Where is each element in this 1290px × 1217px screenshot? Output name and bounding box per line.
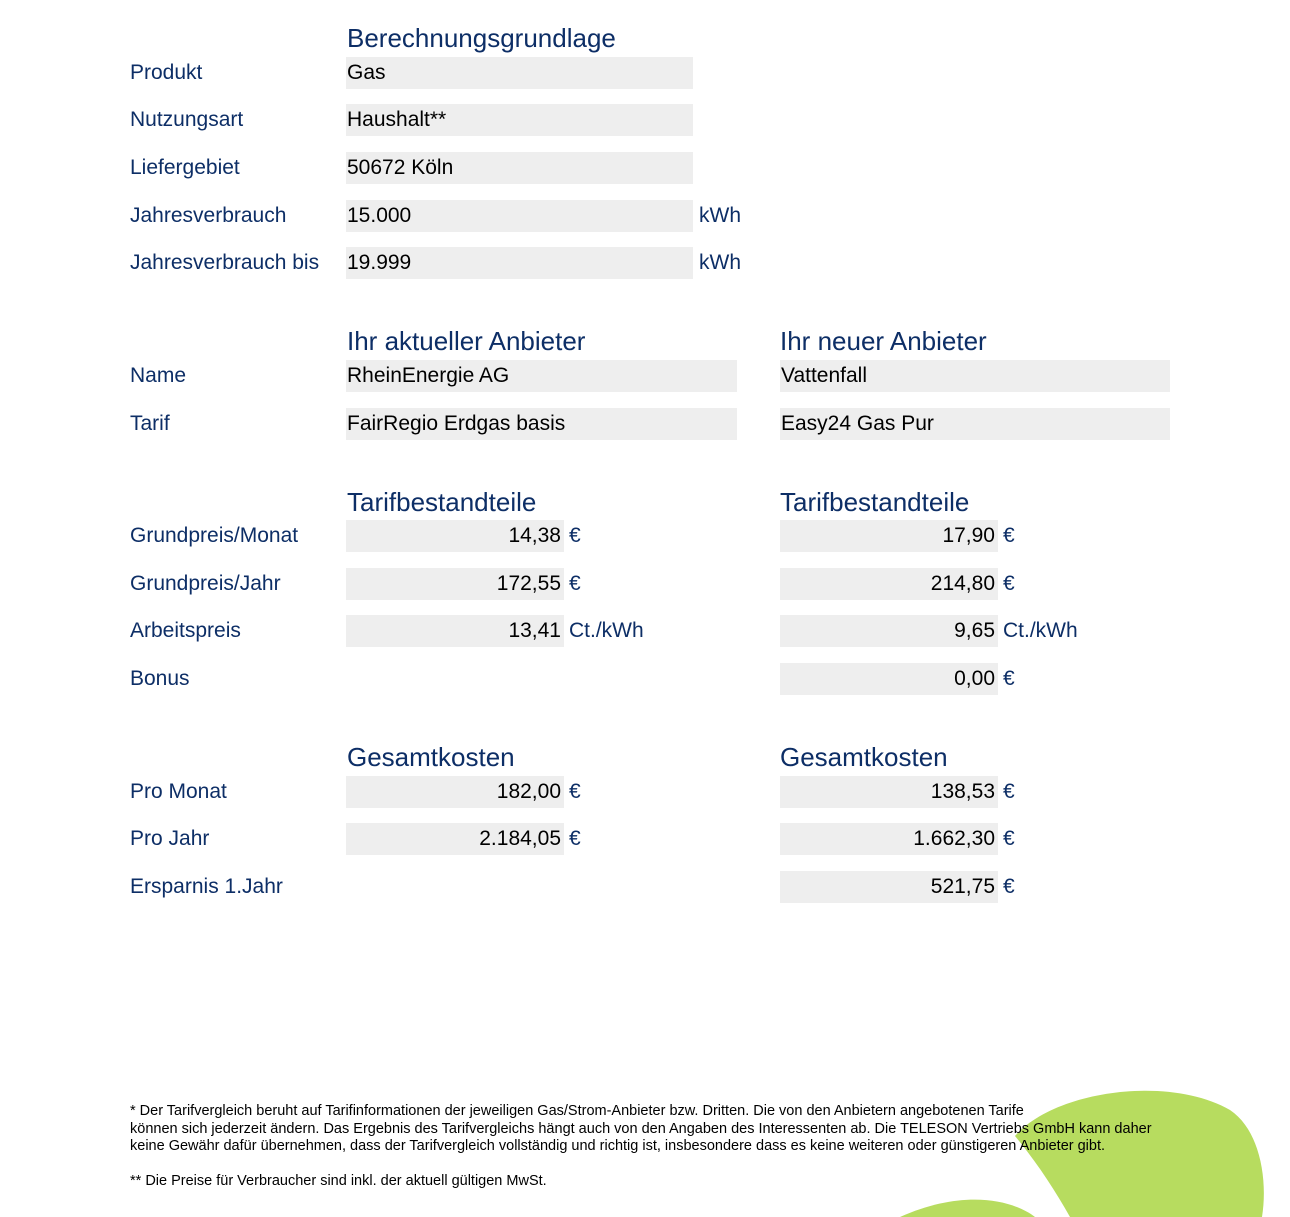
per-month-label: Pro Monat [130,780,227,803]
new-base-price-year: 214,80 [780,568,998,600]
product-label: Produkt [130,61,203,84]
annual-consumption-field: 15.000 [346,200,693,232]
current-per-month-unit: € [569,780,581,803]
basis-heading: Berechnungsgrundlage [347,23,616,53]
current-per-month: 182,00 [346,776,564,808]
new-unit-price-unit: Ct./kWh [1003,619,1078,642]
annual-consumption-unit: kWh [699,204,741,227]
footnote-disclaimer-line-3: keine Gewähr dafür übernehmen, dass der Tarifvergleich vollständig und richtig ist, insbesondere dass es keine weiteren oder günstigeren Anbieter gibt. [130,1138,1106,1154]
usage-type-field: Haushalt** [346,104,693,136]
delivery-area-field: 50672 Köln [346,152,693,184]
current-per-year: 2.184,05 [346,823,564,855]
new-bonus: 0,00 [780,663,998,695]
new-savings-first-year: 521,75 [780,871,998,903]
current-base-price-month-unit: € [569,524,581,547]
new-base-price-month-unit: € [1003,524,1015,547]
new-provider-heading: Ihr neuer Anbieter [780,326,987,356]
delivery-area-label: Liefergebiet [130,156,240,179]
annual-consumption-label: Jahresverbrauch [130,204,287,227]
new-per-year: 1.662,30 [780,823,998,855]
new-total-heading: Gesamtkosten [780,742,948,772]
per-year-label: Pro Jahr [130,827,210,850]
usage-type-label: Nutzungsart [130,108,244,131]
new-savings-first-year-unit: € [1003,875,1015,898]
bonus-label: Bonus [130,667,190,690]
current-components-heading: Tarifbestandteile [347,487,537,517]
new-provider-name-field: Vattenfall [780,360,1170,392]
annual-consumption-to-unit: kWh [699,251,741,274]
provider-name-label: Name [130,364,187,387]
new-components-heading: Tarifbestandteile [780,487,970,517]
current-per-year-unit: € [569,827,581,850]
current-base-price-year: 172,55 [346,568,564,600]
footnote-disclaimer [130,1103,1220,1156]
current-unit-price: 13,41 [346,615,564,647]
new-per-year-unit: € [1003,827,1015,850]
base-price-month-label: Grundpreis/Monat [130,524,299,547]
new-base-price-month: 17,90 [780,520,998,552]
footnote-vat: ** Die Preise für Verbraucher sind inkl. der aktuell gültigen MwSt. [130,1173,547,1189]
unit-price-label: Arbeitspreis [130,619,241,642]
annual-consumption-to-field: 19.999 [346,247,693,279]
footnote-disclaimer-line-1: * Der Tarifvergleich beruht auf Tarifinformationen der jeweiligen Gas/Strom-Anbieter bzw. Dritten. Die von den Anbietern angebotenen Tarife [130,1103,1024,1119]
current-tariff-field: FairRegio Erdgas basis [346,408,737,440]
current-provider-heading: Ihr aktueller Anbieter [347,326,586,356]
new-unit-price: 9,65 [780,615,998,647]
product-field: Gas [346,57,693,89]
current-provider-name-field: RheinEnergie AG [346,360,737,392]
tariff-label: Tarif [130,412,170,435]
savings-first-year-label: Ersparnis 1.Jahr [130,875,283,898]
new-base-price-year-unit: € [1003,572,1015,595]
annual-consumption-to-label: Jahresverbrauch bis [130,251,320,274]
current-base-price-year-unit: € [569,572,581,595]
new-tariff-field: Easy24 Gas Pur [780,408,1170,440]
current-total-heading: Gesamtkosten [347,742,515,772]
footnote-disclaimer-line-2: können sich jederzeit ändern. Das Ergebnis des Tarifvergleichs hängt auch von den Angaben des Interessenten ab. Die TELESON Vertriebs GmbH kann daher [130,1120,1152,1137]
new-bonus-unit: € [1003,667,1015,690]
base-price-year-label: Grundpreis/Jahr [130,572,281,595]
new-per-month-unit: € [1003,780,1015,803]
new-per-month: 138,53 [780,776,998,808]
current-base-price-month: 14,38 [346,520,564,552]
current-unit-price-unit: Ct./kWh [569,619,644,642]
